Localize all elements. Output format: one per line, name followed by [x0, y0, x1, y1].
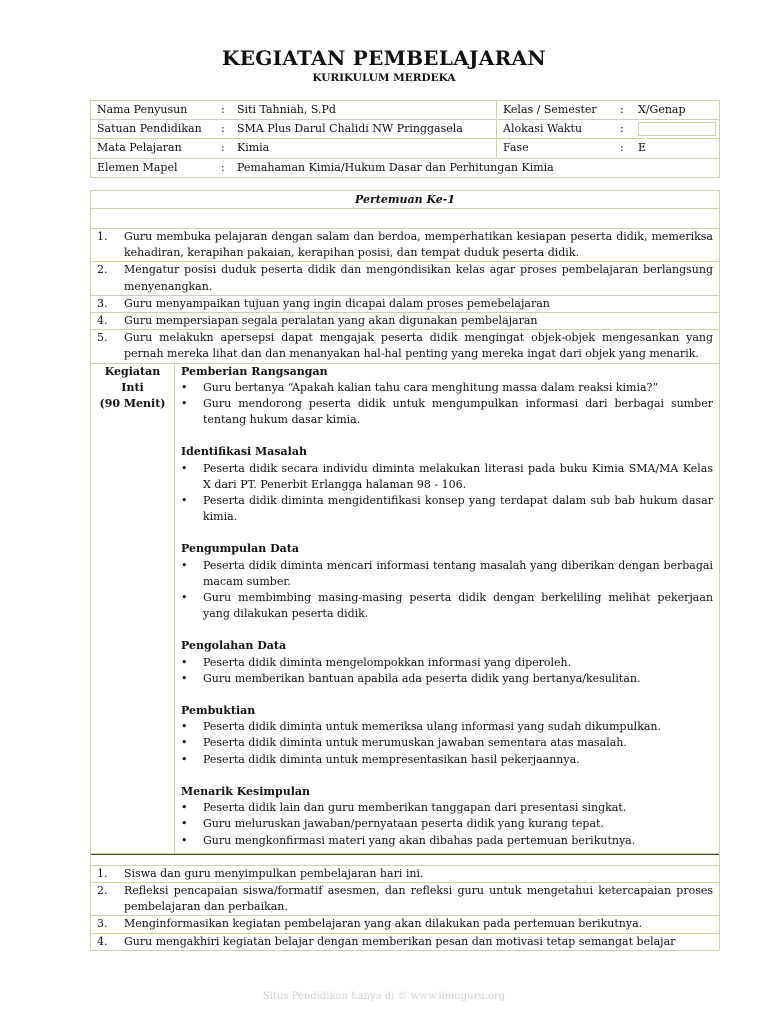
section-title: Pembuktian	[181, 704, 256, 718]
footer-watermark: Situs Pendidikan hanya di © www.ilmuguru.org	[262, 991, 506, 1002]
spacer-row	[91, 854, 719, 866]
colon: :	[620, 141, 624, 154]
bullet-item	[181, 493, 713, 525]
page-title: KEGIATAN PEMBELAJARAN	[222, 46, 546, 70]
bullet-icon: •	[181, 671, 188, 685]
bullet-icon: •	[181, 494, 188, 508]
item-text: Guru mempersiapan segala peralatan yang akan digunakan pembelajaran	[124, 314, 538, 328]
bullet-text: Peserta didik diminta untuk memeriksa ulang informasi yang sudah dikumpulkan.	[203, 720, 661, 734]
list-item	[91, 313, 719, 330]
bullet-item	[181, 735, 713, 751]
field-value: X/Genap	[638, 103, 686, 116]
bullet-item	[181, 590, 713, 622]
item-number: 4.	[97, 314, 108, 328]
bullet-icon: •	[181, 817, 188, 831]
spacer-row	[91, 209, 719, 229]
item-number: 2.	[97, 883, 108, 897]
closing-section	[91, 866, 719, 950]
item-number: 3.	[97, 917, 108, 931]
item-text: Menginformasikan kegiatan pembelajaran yang akan dilakukan pada pertemuan berikutnya.	[124, 917, 643, 931]
identity-table	[90, 100, 720, 178]
bullet-icon: •	[181, 736, 188, 750]
bullet-text: Guru mendorong peserta didik untuk mengumpulkan informasi dari berbagai sumber tentang hukum dasar kimia.	[203, 397, 713, 427]
list-item	[91, 916, 719, 933]
colon: :	[620, 103, 624, 116]
list-item	[91, 934, 719, 950]
item-text: Guru membuka pelajaran dengan salam dan berdoa, memperhatikan kesiapan peserta didik, memeriksa kehadiran, kerapihan pakaian, kerapihan posisi, dan tempat duduk peserta didik.	[124, 230, 713, 260]
bullet-item	[181, 461, 713, 493]
bullet-icon: •	[181, 720, 188, 734]
field-value: SMA Plus Darul Chalidi NW Pringgasela	[237, 121, 463, 135]
section-title: Pengumpulan Data	[181, 542, 299, 556]
colon: :	[221, 141, 225, 154]
item-number: 1.	[97, 230, 108, 243]
bullet-icon: •	[181, 752, 188, 766]
core-activity-row	[91, 364, 719, 854]
bullet-text: Guru membimbing masing-masing peserta didik dengan berkeliling melihat pekerjaan yang dilakukan peserta didik.	[203, 591, 713, 621]
bullet-item	[181, 800, 713, 816]
identity-row	[90, 100, 720, 120]
field-label: Alokasi Waktu	[503, 121, 583, 135]
bullet-icon: •	[181, 833, 188, 847]
bullet-text: Peserta didik diminta untuk merumuskan jawaban sementara atas masalah.	[203, 736, 627, 750]
bullet-icon: •	[181, 591, 188, 605]
colon: :	[221, 103, 225, 116]
bullet-icon: •	[181, 655, 188, 669]
bullet-icon: •	[181, 380, 188, 394]
meeting-title: Pertemuan Ke-1	[91, 191, 719, 209]
list-item	[91, 262, 719, 295]
bullet-text: Peserta didik diminta untuk mempresentasikan hasil pekerjaannya.	[203, 752, 580, 766]
bullet-item	[181, 396, 713, 428]
page-subtitle: KURIKULUM MERDEKA	[312, 72, 456, 84]
identity-row	[90, 120, 720, 140]
colon: :	[620, 121, 624, 135]
bullet-text: Peserta didik diminta mencari informasi tentang masalah yang diberikan dengan berbagai macam sumber.	[203, 558, 713, 588]
bullet-item	[181, 752, 713, 768]
item-number: 5.	[97, 331, 108, 345]
item-number: 3.	[97, 296, 108, 310]
field-value: Pemahaman Kimia/Hukum Dasar dan Perhitungan Kimia	[237, 160, 554, 174]
field-value: Kimia	[237, 141, 270, 154]
bullet-item	[181, 380, 713, 396]
section-gap	[181, 428, 713, 444]
bullet-item	[181, 816, 713, 832]
core-activity-label: Kegiatan Inti (90 Menit)	[91, 364, 175, 853]
item-text: Mengatur posisi duduk peserta didik dan mengondisikan kelas agar proses pembelajaran berlangsung menyenangkan.	[124, 263, 713, 293]
bullet-item	[181, 719, 713, 735]
field-value: E	[638, 141, 647, 154]
item-text: Guru menyampaikan tujuan yang ingin dicapai dalam proses pemebelajaran	[124, 296, 550, 310]
opening-section	[91, 229, 719, 364]
section-gap	[181, 768, 713, 784]
field-label: Elemen Mapel	[97, 160, 178, 174]
bullet-item	[181, 558, 713, 590]
bullet-text: Peserta didik lain dan guru memberikan tanggapan dari presentasi singkat.	[203, 801, 627, 815]
section-gap	[181, 525, 713, 541]
field-value-box	[638, 122, 716, 136]
core-activity-body	[175, 364, 719, 853]
bullet-text: Guru mengkonfirmasi materi yang akan dibahas pada pertemuan berikutnya.	[203, 833, 636, 847]
field-label: Nama Penyusun	[97, 103, 188, 116]
bullet-icon: •	[181, 558, 188, 572]
bullet-item	[181, 671, 713, 687]
item-text: Siswa dan guru menyimpulkan pembelajaran hari ini.	[124, 866, 424, 880]
bullet-icon: •	[181, 397, 188, 411]
field-label: Fase	[503, 141, 529, 154]
item-number: 4.	[97, 934, 108, 948]
item-text: Refleksi pencapaian siswa/formatif asesmen, dan refleksi guru untuk mengetahui ketercapaian proses pembelajaran dan perbaikan.	[124, 883, 713, 914]
bullet-icon: •	[181, 461, 188, 475]
bullet-text: Guru memberikan bantuan apabila ada peserta didik yang bertanya/kesulitan.	[203, 671, 641, 685]
list-item	[91, 296, 719, 313]
field-label: Satuan Pendidikan	[97, 121, 202, 135]
list-item	[91, 229, 719, 262]
bullet-text: Peserta didik diminta mengidentifikasi konsep yang terdapat dalam sub bab hukum dasar kimia.	[203, 494, 713, 524]
item-text: Guru melakukn apersepsi dapat mengajak peserta didik mengingat objek-objek mengesankan yang pernah mereka lihat dan dan menanyakan hal-hal penting yang mereka ingat dari objek yang menarik.	[124, 331, 713, 361]
section-gap	[181, 687, 713, 703]
section-title: Pemberian Rangsangan	[181, 364, 328, 378]
field-label: Mata Pelajaran	[97, 141, 182, 154]
bullet-text: Peserta didik diminta mengelompokkan informasi yang diperoleh.	[203, 655, 572, 669]
bullet-text: Guru bertanya “Apakah kalian tahu cara menghitung massa dalam reaksi kimia?”	[203, 380, 659, 394]
section-title: Menarik Kesimpulan	[181, 784, 311, 798]
item-number: 1.	[97, 866, 108, 880]
section-title: Pengolahan Data	[181, 639, 287, 653]
field-value: Siti Tahniah, S.Pd	[237, 103, 336, 116]
item-text: Guru mengakhiri kegiatan belajar dengan memberikan pesan dan motivasi tetap semangat belajar	[124, 934, 676, 948]
bullet-icon: •	[181, 801, 188, 815]
bullet-item	[181, 655, 713, 671]
list-item	[91, 866, 719, 883]
list-item	[91, 330, 719, 363]
section-gap	[181, 622, 713, 638]
bullet-item	[181, 833, 713, 849]
colon: :	[221, 160, 225, 174]
identity-row	[90, 139, 720, 159]
field-label: Kelas / Semester	[503, 103, 597, 116]
item-number: 2.	[97, 263, 108, 277]
bullet-text: Peserta didik secara individu diminta melakukan literasi pada buku Kimia SMA/MA Kelas X dari PT. Penerbit Erlangga halaman 98 - 106.	[203, 461, 713, 491]
activity-table	[90, 190, 720, 951]
bullet-text: Guru meluruskan jawaban/pernyataan peserta didik yang kurang tepat.	[203, 817, 604, 831]
colon: :	[221, 121, 225, 135]
section-title: Identifikasi Masalah	[181, 445, 307, 459]
list-item	[91, 883, 719, 916]
identity-row	[90, 159, 720, 179]
